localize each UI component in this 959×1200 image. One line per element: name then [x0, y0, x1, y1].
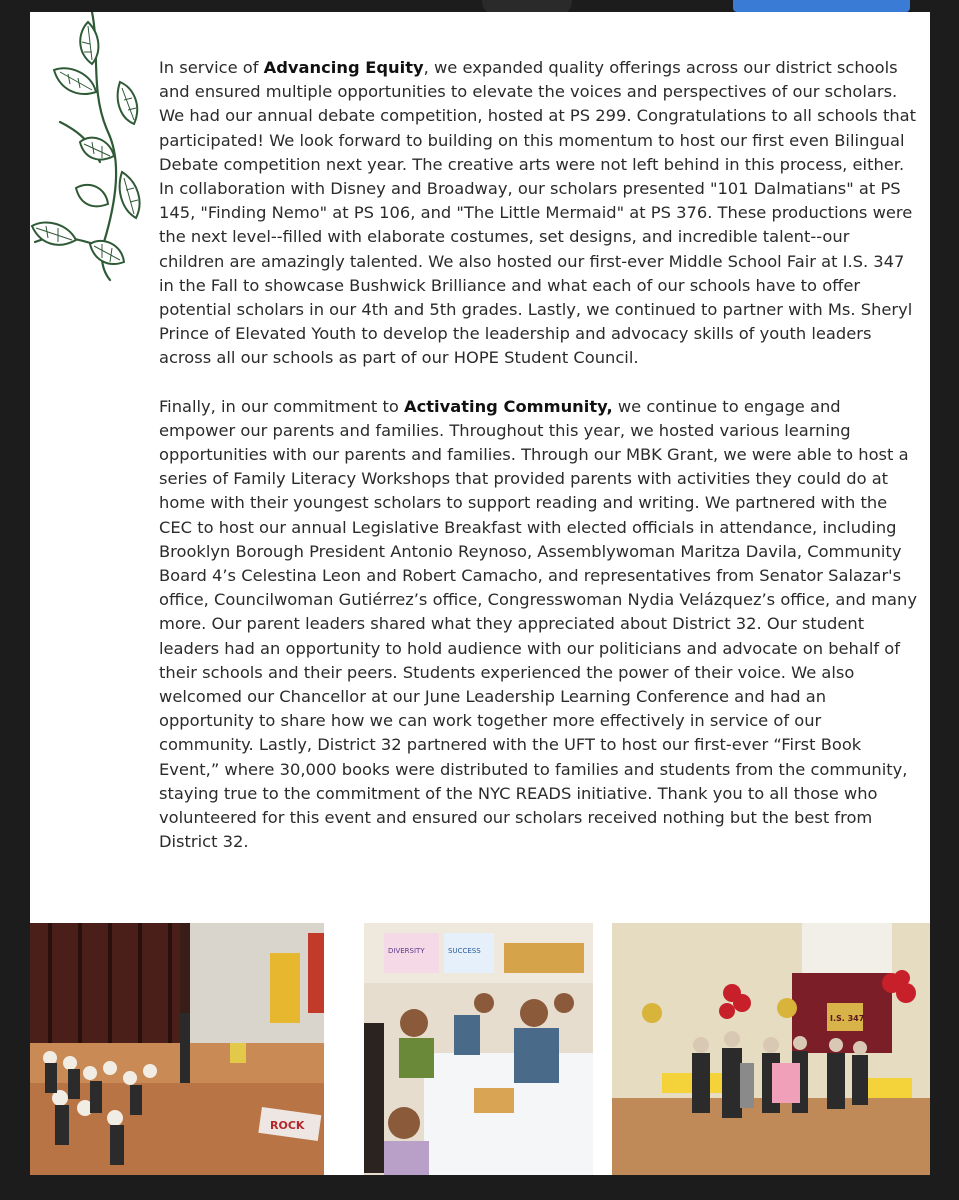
auditorium-debate-photo — [30, 923, 324, 1175]
body-text — [159, 56, 919, 855]
paragraph-advancing-equity — [159, 56, 919, 371]
sign-success: SUCCESS — [448, 947, 481, 955]
paragraph-intro: In service of — [159, 58, 264, 77]
paragraph-activating-community — [159, 395, 919, 855]
document-page — [30, 12, 930, 1175]
paragraph-body: , we expanded quality offerings across our district schools and ensured multiple opportunities to elevate the voices and perspectives of our scholars. We had our annual debate competition, hosted at PS 299. Congratulations to all schools that participated! We look forward to building on this momentum to host our first even Bilingual Debate competition next year. The creative arts were not left behind in this process, either. In collaboration with Disney and Broadway, our scholars presented "101 Dalmatians" at PS 145, "Finding Nemo" at PS 106, and "The Little Mermaid" at PS 376. These productions were the next level--filled with elaborate costumes, set designs, and incredible talent--our children are amazingly talented. We also hosted our first-ever Middle School Fair at I.S. 347 in the Fall to showcase Bushwick Brilliance and what each of our schools have to offer potential scholars in our 4th and 5th grades. Lastly, we continued to partner with Ms. Sheryl Prince of Elevated Youth to develop the leadership and advocacy skills of youth leaders across all our schools as part of our HOPE Student Council. — [159, 58, 917, 368]
leaf-vine-icon — [30, 12, 150, 282]
book-event-gym-photo — [612, 923, 930, 1175]
sign-diversity: DIVERSITY — [388, 947, 425, 955]
toolbar-action-button[interactable] — [733, 0, 910, 12]
family-workshop-photo — [364, 923, 593, 1175]
emphasis-activating-community: Activating Community, — [404, 396, 613, 416]
sign-school: I.S. 347 — [830, 1014, 865, 1023]
paragraph-intro: Finally, in our commitment to — [159, 396, 405, 416]
paragraph-body: we continue to engage and empower our parents and families. Throughout this year, we hosted various learning opportunities with our parents and families. Through our MBK Grant, we were able to host a series of Family Literacy Workshops that provided parents with activities they could do at home with their youngest scholars to support reading and writing. We partnered with the CEC to host our annual Legislative Breakfast with elected officials in attendance, including Brooklyn Borough President Antonio Reynoso, Assemblywoman Maritza Davila, Community Board 4’s Celestina Leon and Robert Camacho, and representatives from Senator Salazar's office, Councilwoman Gutiérrez’s office, Congresswoman Nydia Velázquez’s office, and many more. Our parent leaders shared what they appreciated about District 32. Our student leaders had an opportunity to hold audience with our politicians and advocate on behalf of their schools and their peers. Students experienced the power of their voice. We also welcomed our Chancellor at our June Leadership Learning Conference and had an opportunity to share how we can work together more effectively in service of our community. Lastly, District 32 partnered with the UFT to host our first-ever “First Book Event,” where 30,000 books were distributed to families and students from the community, staying true to the commitment of the NYC READS initiative. Thank you to all those who volunteered for this event and ensured our scholars received nothing but the best from District 32. — [159, 396, 917, 852]
banner-text: ROCK — [270, 1119, 305, 1132]
emphasis-advancing-equity: Advancing Equity — [263, 58, 424, 77]
